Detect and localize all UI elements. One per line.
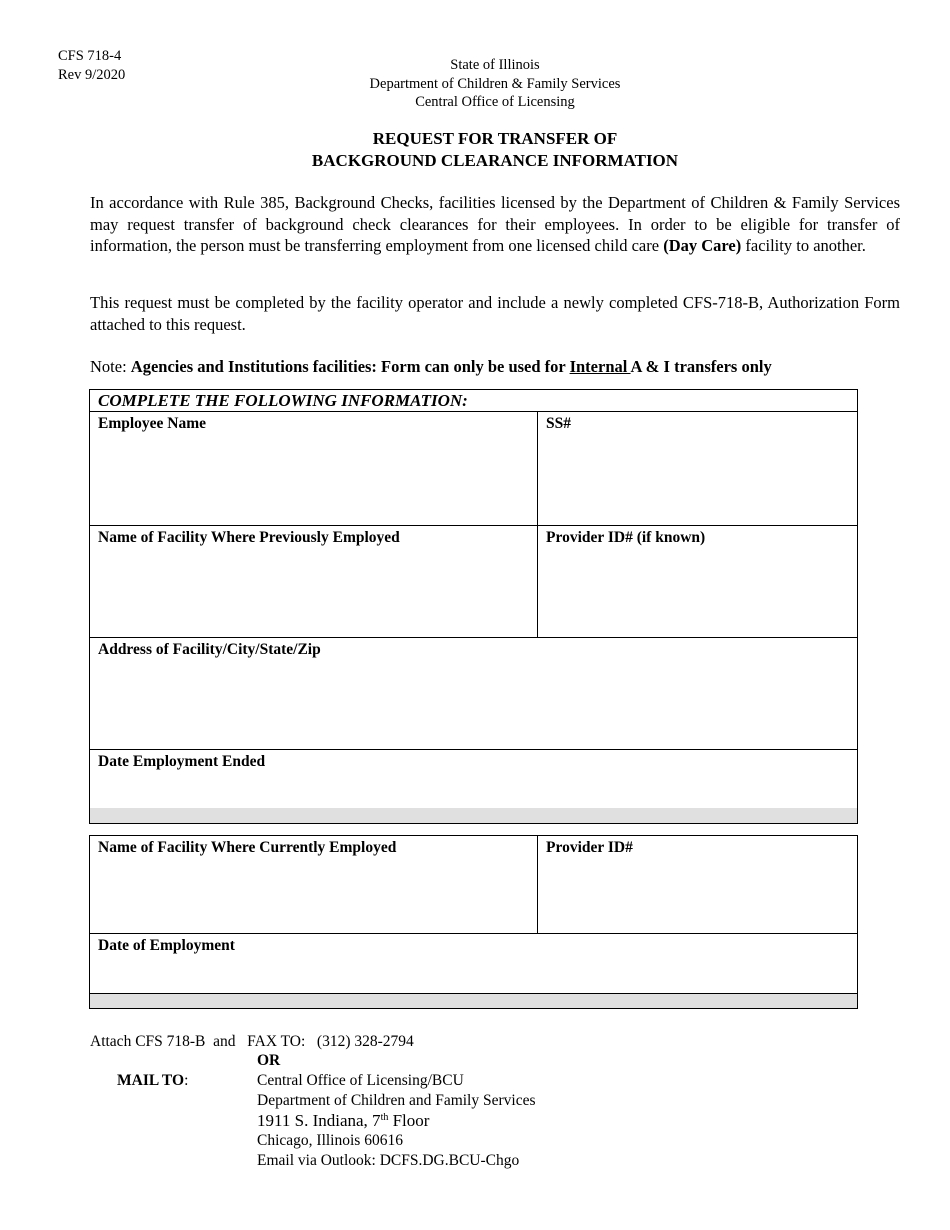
date-of-employment-label: Date of Employment — [98, 937, 235, 954]
current-facility-field[interactable] — [90, 836, 538, 933]
previous-employment-section — [89, 389, 858, 824]
current-employment-section — [89, 835, 858, 1009]
date-ended-row — [90, 750, 857, 809]
previous-provider-id-label: Provider ID# (if known) — [546, 529, 706, 546]
form-number: CFS 718-4 — [58, 48, 122, 64]
previous-facility-field[interactable] — [90, 526, 538, 637]
shaded-divider — [90, 994, 857, 1008]
facility-address-field[interactable] — [90, 638, 857, 749]
note-line — [90, 356, 772, 377]
address-street: 1911 S. Indiana, 7 — [257, 1111, 381, 1130]
section-heading-row — [90, 390, 857, 412]
employee-name-label: Employee Name — [98, 415, 207, 432]
ssn-field[interactable] — [538, 412, 857, 525]
title-line-1: REQUEST FOR TRANSFER OF — [372, 129, 618, 148]
date-employment-ended-label: Date Employment Ended — [98, 753, 266, 770]
mailing-address — [257, 1071, 536, 1171]
header-department: Department of Children & Family Services — [369, 75, 621, 92]
shaded-divider — [90, 808, 857, 823]
mail-to-text: MAIL TO — [117, 1072, 185, 1089]
note-bold-b: A & I transfers only — [630, 357, 772, 376]
intro-paragraph-2: This request must be completed by the facility operator and include a newly completed CFS-718-B, Authorization Form attached to this request. — [90, 293, 900, 334]
or-separator: OR — [257, 1052, 281, 1069]
current-provider-id-label: Provider ID# — [546, 839, 633, 856]
address-row — [90, 638, 857, 750]
employee-name-field[interactable] — [90, 412, 538, 525]
note-internal: Internal — [569, 357, 631, 376]
email-line: Email via Outlook: DCFS.DG.BCU-Chgo — [257, 1152, 520, 1169]
mail-to-label — [117, 1071, 188, 1091]
form-number-block — [58, 47, 125, 85]
date-employment-ended-field[interactable] — [90, 750, 857, 808]
address-line-2: Department of Children and Family Services — [257, 1092, 536, 1109]
address-floor: Floor — [388, 1111, 430, 1130]
agency-header — [300, 56, 690, 112]
note-bold-a: Agencies and Institutions facilities: Form can only be used for — [130, 357, 570, 376]
intro-paragraph-1 — [90, 192, 900, 257]
current-facility-row — [90, 836, 857, 934]
address-line-4: Chicago, Illinois 60616 — [257, 1132, 403, 1149]
ssn-label: SS# — [546, 415, 571, 432]
intro-text-b: facility to another. — [741, 236, 866, 255]
previous-facility-label: Name of Facility Where Previously Employed — [98, 529, 400, 546]
current-provider-id-field[interactable] — [538, 836, 857, 933]
intro-text-a: In accordance with Rule 385, Background Checks, facilities licensed by the Department of Children & Family Services may request transfer of background check clearances for their employees. In order to be eligible for transfer of information, the person must be transferring employment from one licensed child care — [90, 193, 900, 255]
date-of-employment-field[interactable] — [90, 934, 857, 993]
page-title — [200, 128, 790, 171]
address-line-1: Central Office of Licensing/BCU — [257, 1072, 464, 1089]
header-office: Central Office of Licensing — [415, 94, 575, 110]
previous-facility-row — [90, 526, 857, 638]
fax-instructions: Attach CFS 718-B and FAX TO: (312) 328-2794 — [90, 1033, 414, 1050]
previous-provider-id-field[interactable] — [538, 526, 857, 637]
intro-day-care: (Day Care) — [663, 236, 742, 255]
date-of-employment-row — [90, 934, 857, 994]
header-state: State of Illinois — [450, 57, 540, 73]
note-prefix: Note: — [90, 357, 131, 376]
facility-address-label: Address of Facility/City/State/Zip — [98, 641, 321, 658]
current-facility-label: Name of Facility Where Currently Employed — [98, 839, 397, 856]
section-heading: COMPLETE THE FOLLOWING INFORMATION: — [98, 391, 468, 410]
address-floor-suffix: th — [380, 1112, 389, 1123]
mail-to-colon: : — [184, 1072, 189, 1089]
title-line-2: BACKGROUND CLEARANCE INFORMATION — [311, 150, 679, 170]
employee-row — [90, 412, 857, 526]
address-line-3 — [257, 1111, 536, 1131]
form-revision: Rev 9/2020 — [58, 67, 126, 83]
